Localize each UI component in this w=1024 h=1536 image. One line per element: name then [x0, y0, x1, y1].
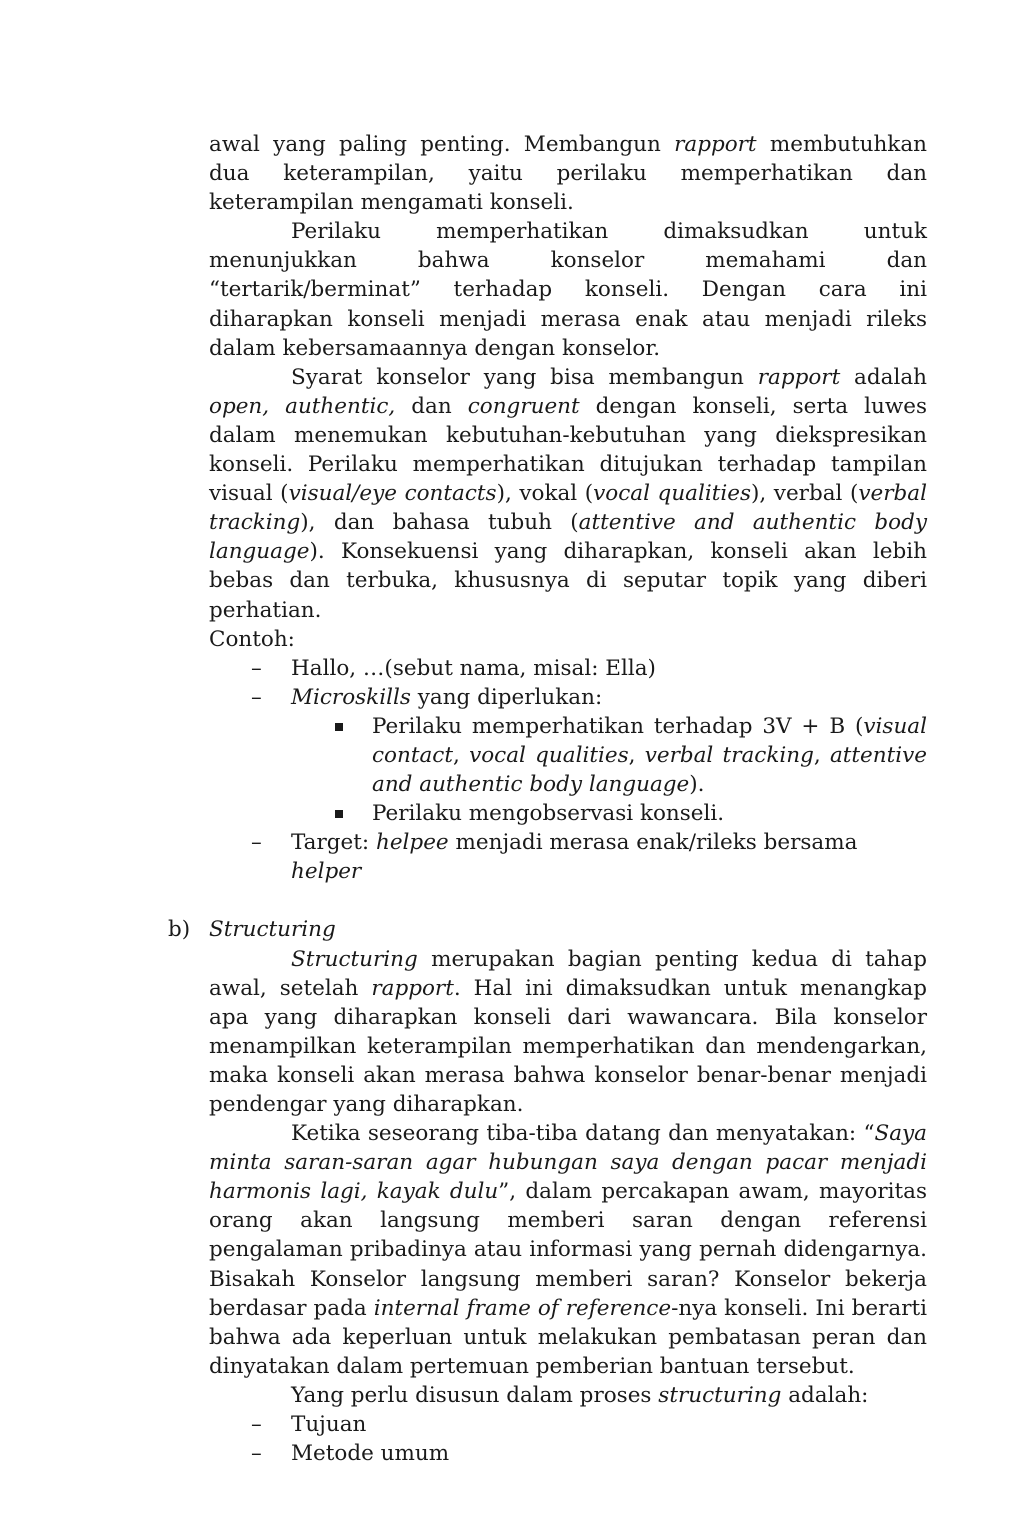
- list-item: Perilaku mengobservasi konseli.: [209, 799, 927, 828]
- section-title: Structuring: [209, 917, 336, 943]
- dash-marker: –: [251, 830, 262, 856]
- list-item: – Microskills yang diperlukan:: [209, 683, 927, 712]
- list-item: – Hallo, …(sebut nama, misal: Ella): [209, 654, 927, 683]
- dash-marker: –: [251, 655, 262, 681]
- paragraph-rapport-requirements: Syarat konselor yang bisa membangun rapport adalah open, authentic, dan congruent dengan konseli, serta luwes dalam menemukan kebutuhan-kebutuhan yang diekspresikan konseli. Perilaku memperhatikan ditujukan terhadap tampilan visual (visual/eye contacts), vokal (vocal qualities), verbal (verbal tracking), dan bahasa tubuh (attentive and authentic body language). Konsekuensi yang diharapkan, konseli akan lebih bebas dan terbuka, khususnya di seputar topik yang diberi perhatian.: [209, 364, 928, 623]
- paragraph-attending-behavior: Perilaku memperhatikan dimaksudkan untuk menunjukkan bahwa konselor memahami dan “tertarik/berminat” terhadap konseli. Dengan cara ini diharapkan konseli menjadi merasa enak atau menjadi rileks dalam kebersamaannya dengan konselor.: [209, 219, 927, 361]
- square-bullet-icon: [335, 723, 343, 731]
- section-label: b): [168, 917, 191, 943]
- list-item: Perilaku memperhatikan terhadap 3V + B (visual contact, vocal qualities, verbal tracking, attentive and authentic body language).: [209, 712, 927, 799]
- page-body: [168, 130, 928, 1468]
- paragraph-rapport-intro: awal yang paling penting. Membangun rapport membutuhkan dua keterampilan, yaitu perilaku memperhatikan dan keterampilan mengamati konseli.: [209, 132, 927, 216]
- example-list: [209, 654, 927, 712]
- dash-marker: –: [251, 684, 262, 710]
- list-item: – Tujuan: [209, 1410, 927, 1439]
- structuring-list: [209, 1410, 927, 1468]
- list-item: – Metode umum: [209, 1439, 927, 1468]
- microskills-list: [209, 712, 927, 828]
- square-bullet-icon: [335, 810, 343, 818]
- example-heading: Contoh:: [209, 626, 295, 652]
- dash-marker: –: [251, 1441, 262, 1467]
- target-list: [209, 828, 927, 886]
- dash-marker: –: [251, 1412, 262, 1438]
- paragraph-structuring-example: Ketika seseorang tiba-tiba datang dan menyatakan: “Saya minta saran-saran agar hubungan saya dengan pacar menjadi harmonis lagi, kayak dulu”, dalam percakapan awam, mayoritas orang akan langsung memberi saran dengan referensi pengalaman pribadinya atau informasi yang pernah didengarnya. Bisakah Konselor langsung memberi saran? Konselor bekerja berdasar pada internal frame of reference-nya konseli. Ini berarti bahwa ada keperluan untuk melakukan pembatasan peran dan dinyatakan dalam pertemuan pemberian bantuan tersebut.: [209, 1121, 927, 1379]
- list-item: – Target: helpee menjadi merasa enak/rileks bersama helper: [251, 830, 858, 885]
- paragraph-structuring-intro: Structuring merupakan bagian penting kedua di tahap awal, setelah rapport. Hal ini dimaksudkan untuk menangkap apa yang diharapkan konseli dari wawancara. Bila konselor menampilkan keterampilan memperhatikan dan mendengarkan, maka konseli akan merasa bahwa konselor benar-benar menjadi pendengar yang diharapkan.: [209, 946, 927, 1117]
- spacer: [209, 886, 927, 915]
- section-heading-structuring: [168, 915, 927, 944]
- paragraph-structuring-items: Yang perlu disusun dalam proses structuring adalah:: [291, 1382, 869, 1408]
